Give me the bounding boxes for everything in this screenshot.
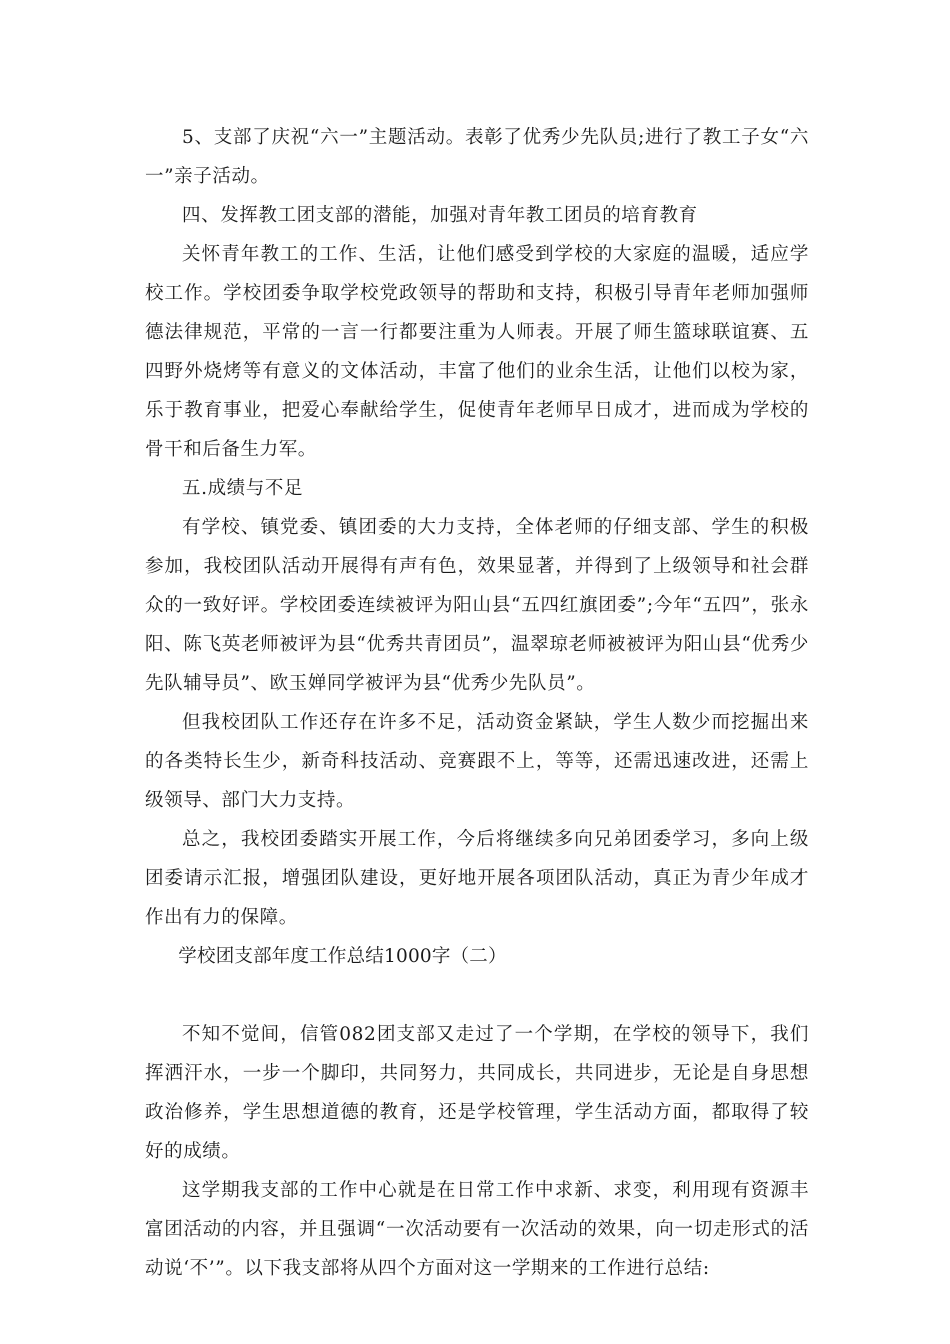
section-heading-4: 四、发挥教工团支部的潜能，加强对青年教工团员的培育教育	[182, 205, 698, 226]
paragraph-shortcomings: 但我校团队工作还存在许多不足，活动资金紧缺，学生人数少而挖掘出来的各类特长生少，新奇科技活动、竞赛跟不上，等等，还需迅速改进，还需上级领导、部门大力支持。	[145, 712, 809, 811]
paragraph-item-5: 5、支部了庆祝“六一”主题活动。表彰了优秀少先队员;进行了教工子女“六一”亲子活动。	[145, 127, 809, 187]
document-body	[145, 118, 809, 1288]
paragraph-focus-2: 这学期我支部的工作中心就是在日常工作中求新、求变，利用现有资源丰富团活动的内容，并且强调“一次活动要有一次活动的效果，向一切走形式的活动说‘不’”。以下我支部将从四个方面对这一学期来的工作进行总结:	[145, 1180, 809, 1279]
blank-line	[145, 976, 809, 1015]
section-heading-5: 五.成绩与不足	[182, 478, 304, 499]
section-title: 学校团支部年度工作总结1000字（二）	[178, 946, 507, 967]
paragraph-intro-2: 不知不觉间，信管082团支部又走过了一个学期，在学校的领导下，我们挥洒汗水，一步一个脚印，共同努力，共同成长，共同进步，无论是自身思想政治修养，学生思想道德的教育，还是学校管理，学生活动方面，都取得了较好的成绩。	[145, 1024, 809, 1162]
paragraph-achievements: 有学校、镇党委、镇团委的大力支持，全体老师的仔细支部、学生的积极参加，我校团队活动开展得有声有色，效果显著，并得到了上级领导和社会群众的一致好评。学校团委连续被评为阳山县“五四红旗团委”;今年“五四”，张永阳、陈飞英老师被评为县“优秀共青团员”，温翠琼老师被被评为阳山县“优秀少先队辅导员”、欧玉婵同学被评为县“优秀少先队员”。	[145, 517, 809, 694]
paragraph-conclusion: 总之，我校团委踏实开展工作，今后将继续多向兄弟团委学习，多向上级团委请示汇报，增强团队建设，更好地开展各项团队活动，真正为青少年成才作出有力的保障。	[145, 829, 809, 928]
paragraph-young-teachers: 关怀青年教工的工作、生活，让他们感受到学校的大家庭的温暖，适应学校工作。学校团委争取学校党政领导的帮助和支持，积极引导青年老师加强师德法律规范，平常的一言一行都要注重为人师表。开展了师生篮球联谊赛、五四野外烧烤等有意义的文体活动，丰富了他们的业余生活，让他们以校为家，乐于教育事业，把爱心奉献给学生，促使青年老师早日成才，进而成为学校的骨干和后备生力军。	[145, 244, 809, 460]
